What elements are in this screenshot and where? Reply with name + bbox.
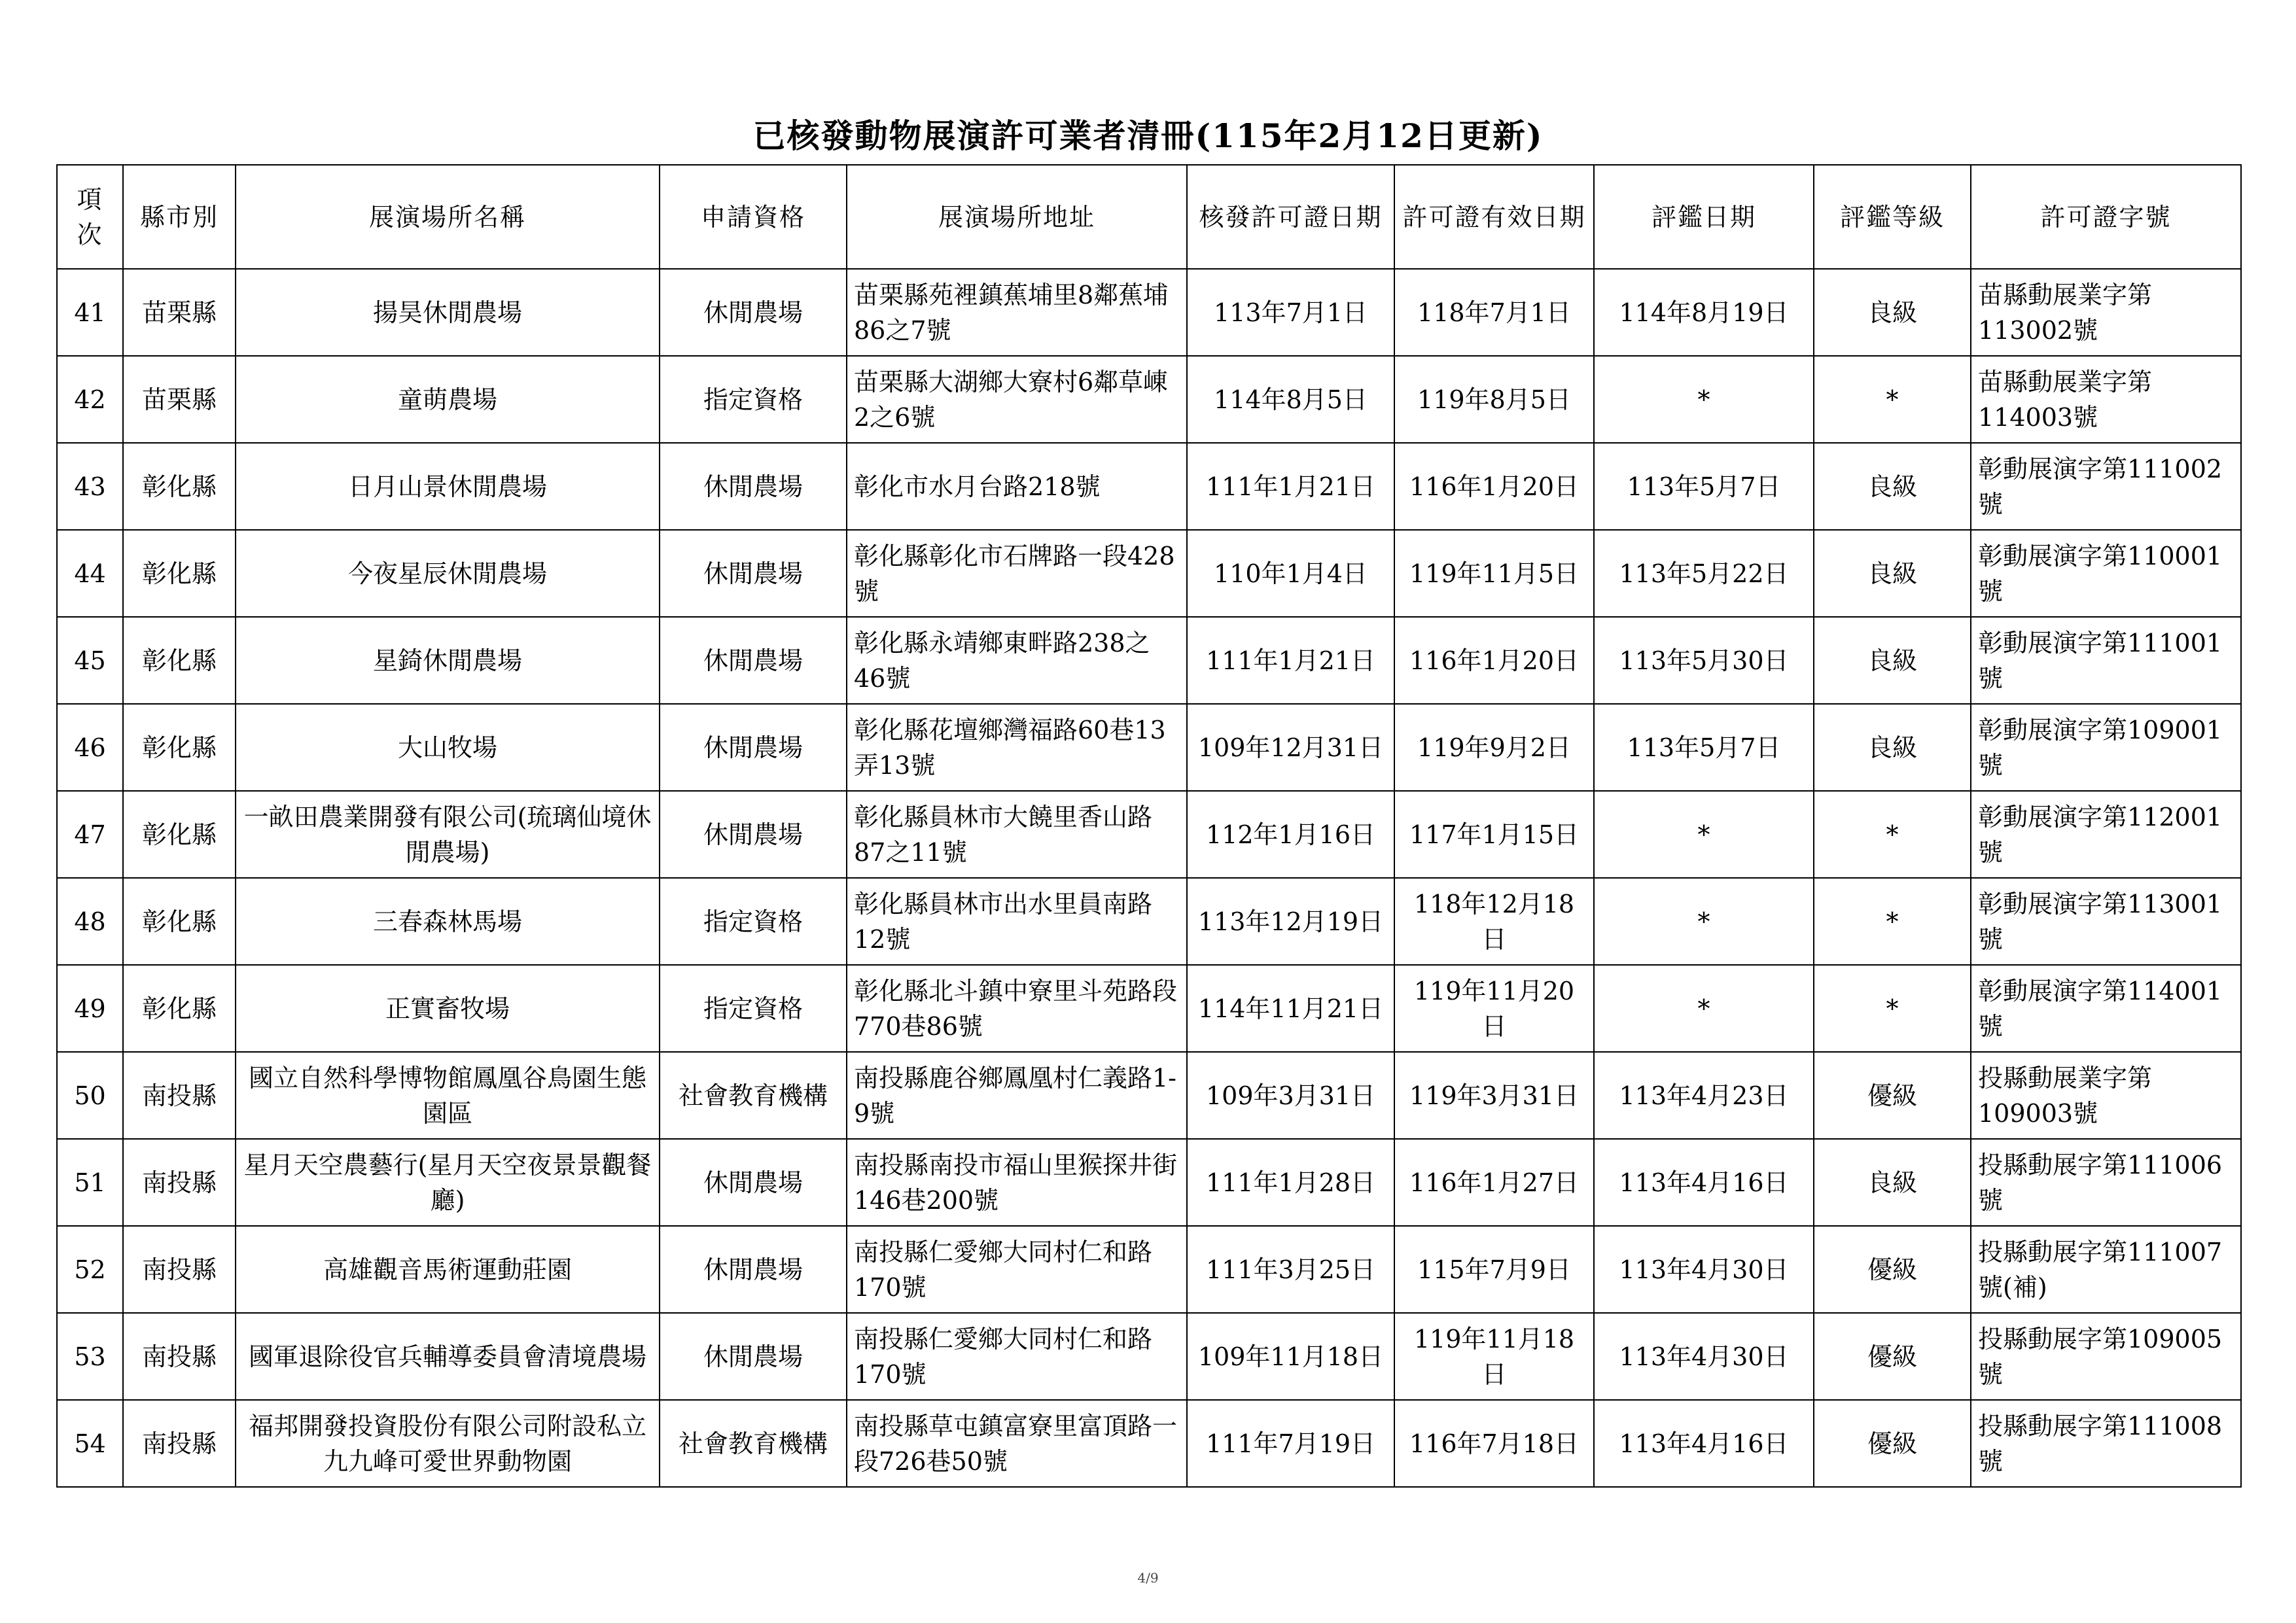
cell-county: 苗栗縣 — [123, 269, 236, 356]
cell-qualification: 指定資格 — [660, 878, 847, 965]
cell-county: 南投縣 — [123, 1139, 236, 1226]
header-index: 項次 — [57, 165, 123, 269]
cell-index: 44 — [57, 530, 123, 617]
table-row — [57, 1400, 2241, 1487]
cell-evaluation-date: 113年5月7日 — [1594, 704, 1814, 791]
cell-issue-date: 110年1月4日 — [1187, 530, 1394, 617]
cell-index: 45 — [57, 617, 123, 704]
cell-index: 46 — [57, 704, 123, 791]
cell-qualification: 指定資格 — [660, 356, 847, 443]
cell-qualification: 休閒農場 — [660, 617, 847, 704]
cell-venue-name: 正實畜牧場 — [236, 965, 660, 1052]
cell-evaluation-grade: 良級 — [1814, 1139, 1971, 1226]
cell-evaluation-grade: 良級 — [1814, 530, 1971, 617]
table-row — [57, 1226, 2241, 1313]
cell-valid-date: 115年7月9日 — [1394, 1226, 1594, 1313]
cell-issue-date: 109年12月31日 — [1187, 704, 1394, 791]
cell-valid-date: 119年9月2日 — [1394, 704, 1594, 791]
table-row — [57, 1139, 2241, 1226]
cell-valid-date: 116年1月20日 — [1394, 443, 1594, 530]
cell-evaluation-date: 113年5月7日 — [1594, 443, 1814, 530]
cell-valid-date: 118年12月18日 — [1394, 878, 1594, 965]
cell-evaluation-date: 114年8月19日 — [1594, 269, 1814, 356]
cell-venue-address: 彰化縣永靖鄉東畔路238之46號 — [847, 617, 1187, 704]
cell-valid-date: 119年3月31日 — [1394, 1052, 1594, 1139]
cell-venue-name: 國立自然科學博物館鳳凰谷鳥園生態園區 — [236, 1052, 660, 1139]
cell-evaluation-grade: 良級 — [1814, 617, 1971, 704]
cell-permit-number: 彰動展演字第112001號 — [1971, 791, 2241, 878]
cell-evaluation-grade: * — [1814, 878, 1971, 965]
cell-venue-address: 南投縣仁愛鄉大同村仁和路170號 — [847, 1313, 1187, 1400]
cell-index: 49 — [57, 965, 123, 1052]
cell-evaluation-grade: * — [1814, 965, 1971, 1052]
cell-issue-date: 111年3月25日 — [1187, 1226, 1394, 1313]
cell-venue-name: 三春森林馬場 — [236, 878, 660, 965]
cell-issue-date: 109年3月31日 — [1187, 1052, 1394, 1139]
cell-county: 南投縣 — [123, 1400, 236, 1487]
cell-qualification: 休閒農場 — [660, 443, 847, 530]
page-number: 4/9 — [1137, 1570, 1159, 1586]
cell-qualification: 社會教育機構 — [660, 1052, 847, 1139]
permit-roster-table — [56, 164, 2242, 1488]
header-evaluation-grade: 評鑑等級 — [1814, 165, 1971, 269]
header-venue-address: 展演場所地址 — [847, 165, 1187, 269]
cell-valid-date: 119年11月5日 — [1394, 530, 1594, 617]
header-venue-name: 展演場所名稱 — [236, 165, 660, 269]
cell-permit-number: 投縣動展字第111008號 — [1971, 1400, 2241, 1487]
header-valid-date: 許可證有效日期 — [1394, 165, 1594, 269]
table-row — [57, 1052, 2241, 1139]
cell-issue-date: 113年12月19日 — [1187, 878, 1394, 965]
cell-index: 47 — [57, 791, 123, 878]
cell-qualification: 休閒農場 — [660, 1139, 847, 1226]
cell-permit-number: 彰動展演字第110001號 — [1971, 530, 2241, 617]
cell-county: 南投縣 — [123, 1313, 236, 1400]
cell-county: 彰化縣 — [123, 617, 236, 704]
cell-venue-address: 苗栗縣大湖鄉大寮村6鄰草崠2之6號 — [847, 356, 1187, 443]
cell-evaluation-grade: * — [1814, 791, 1971, 878]
cell-venue-address: 彰化縣員林市出水里員南路12號 — [847, 878, 1187, 965]
cell-permit-number: 投縣動展字第111007號(補) — [1971, 1226, 2241, 1313]
cell-evaluation-grade: 良級 — [1814, 704, 1971, 791]
cell-permit-number: 彰動展演字第114001號 — [1971, 965, 2241, 1052]
cell-evaluation-date: * — [1594, 791, 1814, 878]
table-row — [57, 356, 2241, 443]
cell-evaluation-date: * — [1594, 965, 1814, 1052]
table-row — [57, 530, 2241, 617]
cell-venue-name: 日月山景休閒農場 — [236, 443, 660, 530]
cell-evaluation-date: 113年4月16日 — [1594, 1139, 1814, 1226]
cell-qualification: 休閒農場 — [660, 1226, 847, 1313]
cell-permit-number: 彰動展演字第109001號 — [1971, 704, 2241, 791]
cell-venue-address: 彰化縣花壇鄉灣福路60巷13弄13號 — [847, 704, 1187, 791]
cell-index: 51 — [57, 1139, 123, 1226]
cell-qualification: 社會教育機構 — [660, 1400, 847, 1487]
cell-valid-date: 116年1月27日 — [1394, 1139, 1594, 1226]
cell-venue-address: 南投縣南投市福山里猴探井街146巷200號 — [847, 1139, 1187, 1226]
cell-qualification: 休閒農場 — [660, 791, 847, 878]
cell-county: 南投縣 — [123, 1226, 236, 1313]
cell-issue-date: 111年7月19日 — [1187, 1400, 1394, 1487]
cell-county: 彰化縣 — [123, 443, 236, 530]
cell-valid-date: 117年1月15日 — [1394, 791, 1594, 878]
cell-valid-date: 119年11月20日 — [1394, 965, 1594, 1052]
cell-qualification: 休閒農場 — [660, 269, 847, 356]
table-row — [57, 443, 2241, 530]
table-row — [57, 791, 2241, 878]
cell-venue-name: 高雄觀音馬術運動莊園 — [236, 1226, 660, 1313]
header-issue-date: 核發許可證日期 — [1187, 165, 1394, 269]
cell-index: 54 — [57, 1400, 123, 1487]
cell-index: 53 — [57, 1313, 123, 1400]
cell-county: 彰化縣 — [123, 530, 236, 617]
cell-venue-name: 大山牧場 — [236, 704, 660, 791]
cell-valid-date: 119年11月18日 — [1394, 1313, 1594, 1400]
cell-evaluation-grade: 優級 — [1814, 1226, 1971, 1313]
cell-evaluation-date: 113年4月30日 — [1594, 1313, 1814, 1400]
cell-issue-date: 112年1月16日 — [1187, 791, 1394, 878]
cell-county: 彰化縣 — [123, 791, 236, 878]
cell-permit-number: 投縣動展字第111006號 — [1971, 1139, 2241, 1226]
table-row — [57, 965, 2241, 1052]
table-row — [57, 704, 2241, 791]
cell-evaluation-date: 113年5月30日 — [1594, 617, 1814, 704]
cell-venue-address: 苗栗縣苑裡鎮蕉埔里8鄰蕉埔86之7號 — [847, 269, 1187, 356]
cell-venue-address: 南投縣草屯鎮富寮里富頂路一段726巷50號 — [847, 1400, 1187, 1487]
cell-index: 41 — [57, 269, 123, 356]
cell-venue-address: 彰化縣北斗鎮中寮里斗苑路段770巷86號 — [847, 965, 1187, 1052]
table-row — [57, 617, 2241, 704]
table-row — [57, 1313, 2241, 1400]
cell-issue-date: 111年1月21日 — [1187, 617, 1394, 704]
cell-evaluation-date: 113年4月30日 — [1594, 1226, 1814, 1313]
cell-valid-date: 118年7月1日 — [1394, 269, 1594, 356]
cell-venue-name: 童萌農場 — [236, 356, 660, 443]
header-permit-number: 許可證字號 — [1971, 165, 2241, 269]
cell-evaluation-date: 113年4月16日 — [1594, 1400, 1814, 1487]
cell-evaluation-date: * — [1594, 878, 1814, 965]
cell-evaluation-date: 113年4月23日 — [1594, 1052, 1814, 1139]
cell-evaluation-grade: 良級 — [1814, 443, 1971, 530]
cell-permit-number: 苗縣動展業字第114003號 — [1971, 356, 2241, 443]
cell-venue-name: 今夜星辰休閒農場 — [236, 530, 660, 617]
header-evaluation-date: 評鑑日期 — [1594, 165, 1814, 269]
header-qualification: 申請資格 — [660, 165, 847, 269]
cell-issue-date: 111年1月21日 — [1187, 443, 1394, 530]
cell-venue-address: 南投縣鹿谷鄉鳳凰村仁義路1-9號 — [847, 1052, 1187, 1139]
cell-issue-date: 111年1月28日 — [1187, 1139, 1394, 1226]
cell-county: 苗栗縣 — [123, 356, 236, 443]
cell-index: 48 — [57, 878, 123, 965]
cell-venue-name: 國軍退除役官兵輔導委員會清境農場 — [236, 1313, 660, 1400]
cell-issue-date: 109年11月18日 — [1187, 1313, 1394, 1400]
cell-permit-number: 苗縣動展業字第113002號 — [1971, 269, 2241, 356]
cell-valid-date: 116年1月20日 — [1394, 617, 1594, 704]
cell-venue-name: 福邦開發投資股份有限公司附設私立九九峰可愛世界動物園 — [236, 1400, 660, 1487]
cell-evaluation-date: 113年5月22日 — [1594, 530, 1814, 617]
cell-venue-name: 星錡休閒農場 — [236, 617, 660, 704]
table-row — [57, 878, 2241, 965]
cell-permit-number: 投縣動展業字第109003號 — [1971, 1052, 2241, 1139]
cell-permit-number: 投縣動展字第109005號 — [1971, 1313, 2241, 1400]
cell-evaluation-grade: * — [1814, 356, 1971, 443]
cell-county: 彰化縣 — [123, 878, 236, 965]
cell-evaluation-grade: 優級 — [1814, 1052, 1971, 1139]
cell-valid-date: 119年8月5日 — [1394, 356, 1594, 443]
cell-index: 50 — [57, 1052, 123, 1139]
cell-evaluation-grade: 良級 — [1814, 269, 1971, 356]
cell-county: 彰化縣 — [123, 704, 236, 791]
header-row — [57, 165, 2241, 269]
table-body — [57, 269, 2241, 1487]
page-title: 已核發動物展演許可業者清冊(115年2月12日更新) — [752, 116, 1544, 155]
table-row — [57, 269, 2241, 356]
cell-qualification: 指定資格 — [660, 965, 847, 1052]
cell-evaluation-grade: 優級 — [1814, 1313, 1971, 1400]
cell-venue-address: 彰化市水月台路218號 — [847, 443, 1187, 530]
cell-evaluation-grade: 優級 — [1814, 1400, 1971, 1487]
cell-venue-address: 彰化縣彰化市石牌路一段428號 — [847, 530, 1187, 617]
cell-venue-name: 星月天空農藝行(星月天空夜景景觀餐廳) — [236, 1139, 660, 1226]
cell-evaluation-date: * — [1594, 356, 1814, 443]
cell-index: 42 — [57, 356, 123, 443]
cell-permit-number: 彰動展演字第111002號 — [1971, 443, 2241, 530]
cell-index: 43 — [57, 443, 123, 530]
cell-index: 52 — [57, 1226, 123, 1313]
header-county: 縣市別 — [123, 165, 236, 269]
cell-county: 南投縣 — [123, 1052, 236, 1139]
cell-venue-name: 揚昊休閒農場 — [236, 269, 660, 356]
cell-venue-address: 南投縣仁愛鄉大同村仁和路170號 — [847, 1226, 1187, 1313]
cell-venue-name: 一畝田農業開發有限公司(琉璃仙境休閒農場) — [236, 791, 660, 878]
cell-permit-number: 彰動展演字第113001號 — [1971, 878, 2241, 965]
cell-qualification: 休閒農場 — [660, 704, 847, 791]
cell-issue-date: 114年11月21日 — [1187, 965, 1394, 1052]
cell-valid-date: 116年7月18日 — [1394, 1400, 1594, 1487]
cell-venue-address: 彰化縣員林市大饒里香山路87之11號 — [847, 791, 1187, 878]
cell-qualification: 休閒農場 — [660, 530, 847, 617]
cell-county: 彰化縣 — [123, 965, 236, 1052]
cell-issue-date: 113年7月1日 — [1187, 269, 1394, 356]
cell-issue-date: 114年8月5日 — [1187, 356, 1394, 443]
cell-permit-number: 彰動展演字第111001號 — [1971, 617, 2241, 704]
cell-qualification: 休閒農場 — [660, 1313, 847, 1400]
